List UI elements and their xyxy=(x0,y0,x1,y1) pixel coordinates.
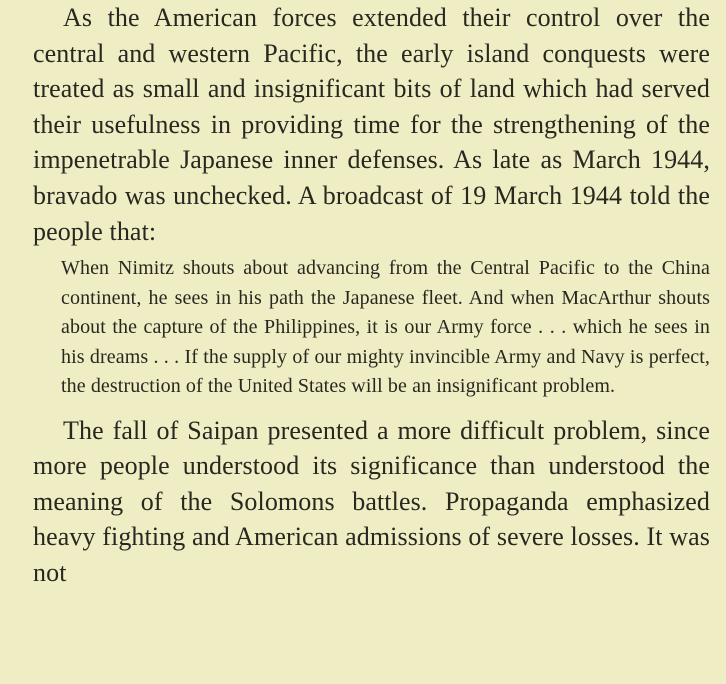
body-paragraph-1: As the American forces extended their control over the central and western Pacific, the early island conquests were treated as small and insignificant bits of land which had served their usefulness in providing time for the strengthening of the impenetrable Japanese inner defenses. As late as March 1944, bravado was unchecked. A broadcast of 19 March 1944 told the people that: xyxy=(33,3,710,246)
body-paragraph-2: The fall of Saipan presented a more difficult problem, since more people understood its significance than understood the meaning of the Solomons battles. Propaganda emphasized heavy fighting and American admissions of severe losses. It was not xyxy=(33,415,710,588)
broadcast-quote: When Nimitz shouts about advancing from the Central Pacific to the China continent, he sees in his path the Japanese fleet. And when MacArthur shouts about the capture of the Philippines, it is our Army force . . . which he sees in his dreams . . . If the supply of our mighty invincible Army and Navy is perfect, the destruction of the United States will be an insignificant problem. xyxy=(61,257,710,398)
